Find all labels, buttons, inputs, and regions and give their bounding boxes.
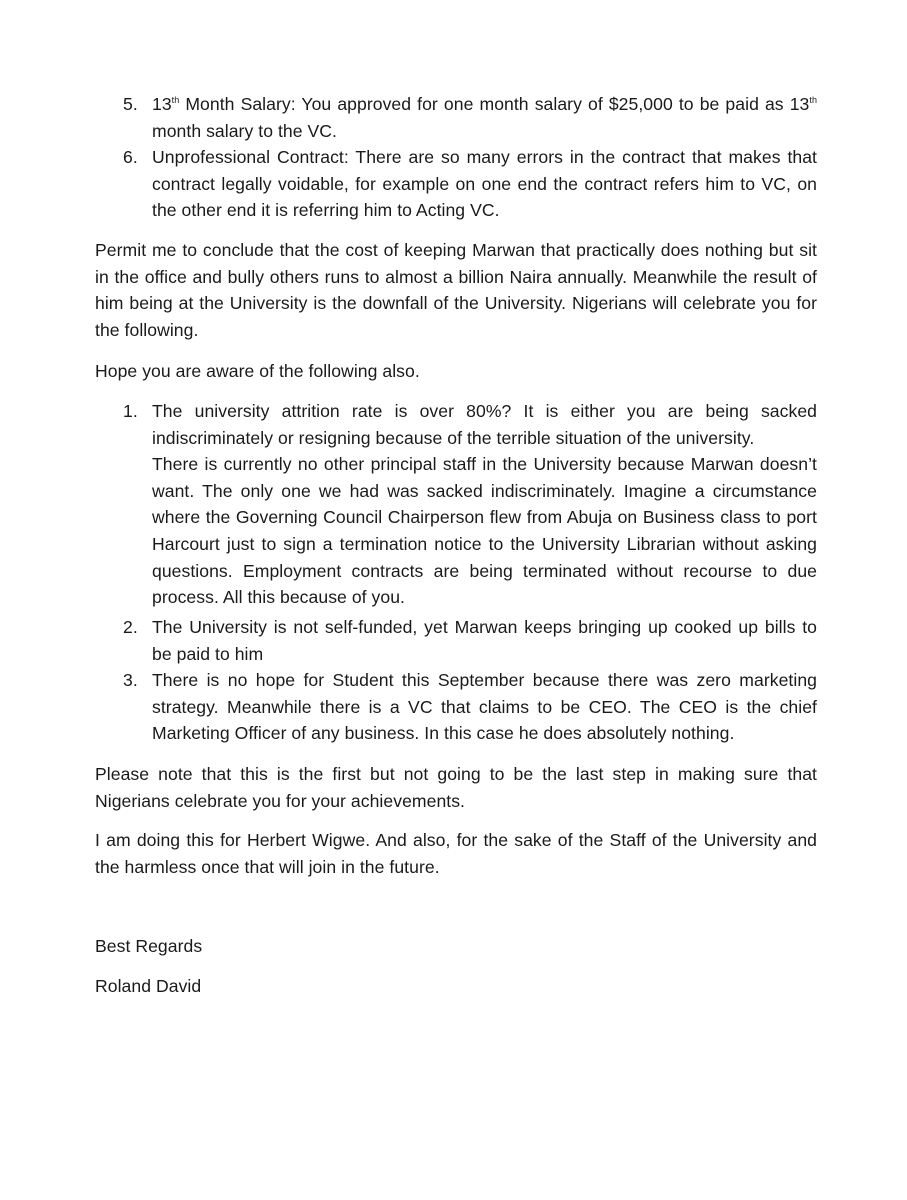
list-number: 6. — [123, 147, 138, 167]
list-item-text: The University is not self-funded, yet Marwan keeps bringing up cooked up bills to be paid to him — [152, 617, 817, 664]
list-item-text — [152, 398, 817, 611]
paragraph-note: Please note that this is the first but not going to be the last step in making sure that Nigerians celebrate you for your achievements. — [95, 764, 817, 811]
list-item-text: Unprofessional Contract: There are so many errors in the contract that makes that contract legally voidable, for example on one end the contract refers him to VC, on the other end it is referring him to Acting VC. — [152, 147, 817, 221]
list-item-line-a: The university attrition rate is over 80%? It is either you are being sacked indiscriminately or resigning because of the terrible situation of the university. — [152, 401, 817, 448]
list-item-text: There is no hope for Student this September because there was zero marketing strategy. Meanwhile there is a VC that claims to be CEO. The CEO is the chief Marketing Officer of any business. In this case he does absolutely nothing. — [152, 670, 817, 744]
paragraph-herbert: I am doing this for Herbert Wigwe. And also, for the sake of the Staff of the University and the harmless once that will join in the future. — [95, 830, 817, 877]
closing-text: Best Regards — [95, 936, 203, 956]
list-item-line-b: There is currently no other principal staff in the University because Marwan doesn’t want. The only one we had was sacked indiscriminately. Imagine a circumstance where the Governing Council Chairperson flew from Abuja on Business class to port Harcourt just to sign a termination notice to the University Librarian without asking questions. Employment contracts are being terminated without recourse to due process. All this because of you. — [152, 454, 817, 608]
paragraph-hope: Hope you are aware of the following also. — [95, 361, 420, 381]
list-number: 5. — [123, 94, 138, 114]
list-number: 3. — [123, 670, 138, 690]
list-number: 1. — [123, 401, 138, 421]
list-item-text: 13th Month Salary: You approved for one month salary of $25,000 to be paid as 13th month salary to the VC. — [152, 94, 817, 141]
signature-name: Roland David — [95, 976, 202, 996]
paragraph-conclude: Permit me to conclude that the cost of keeping Marwan that practically does nothing but sit in the office and bully others runs to almost a billion Naira annually. Meanwhile the result of him being at the University is the downfall of the University. Nigerians will celebrate you for the following. — [95, 240, 817, 340]
list-number: 2. — [123, 617, 138, 637]
